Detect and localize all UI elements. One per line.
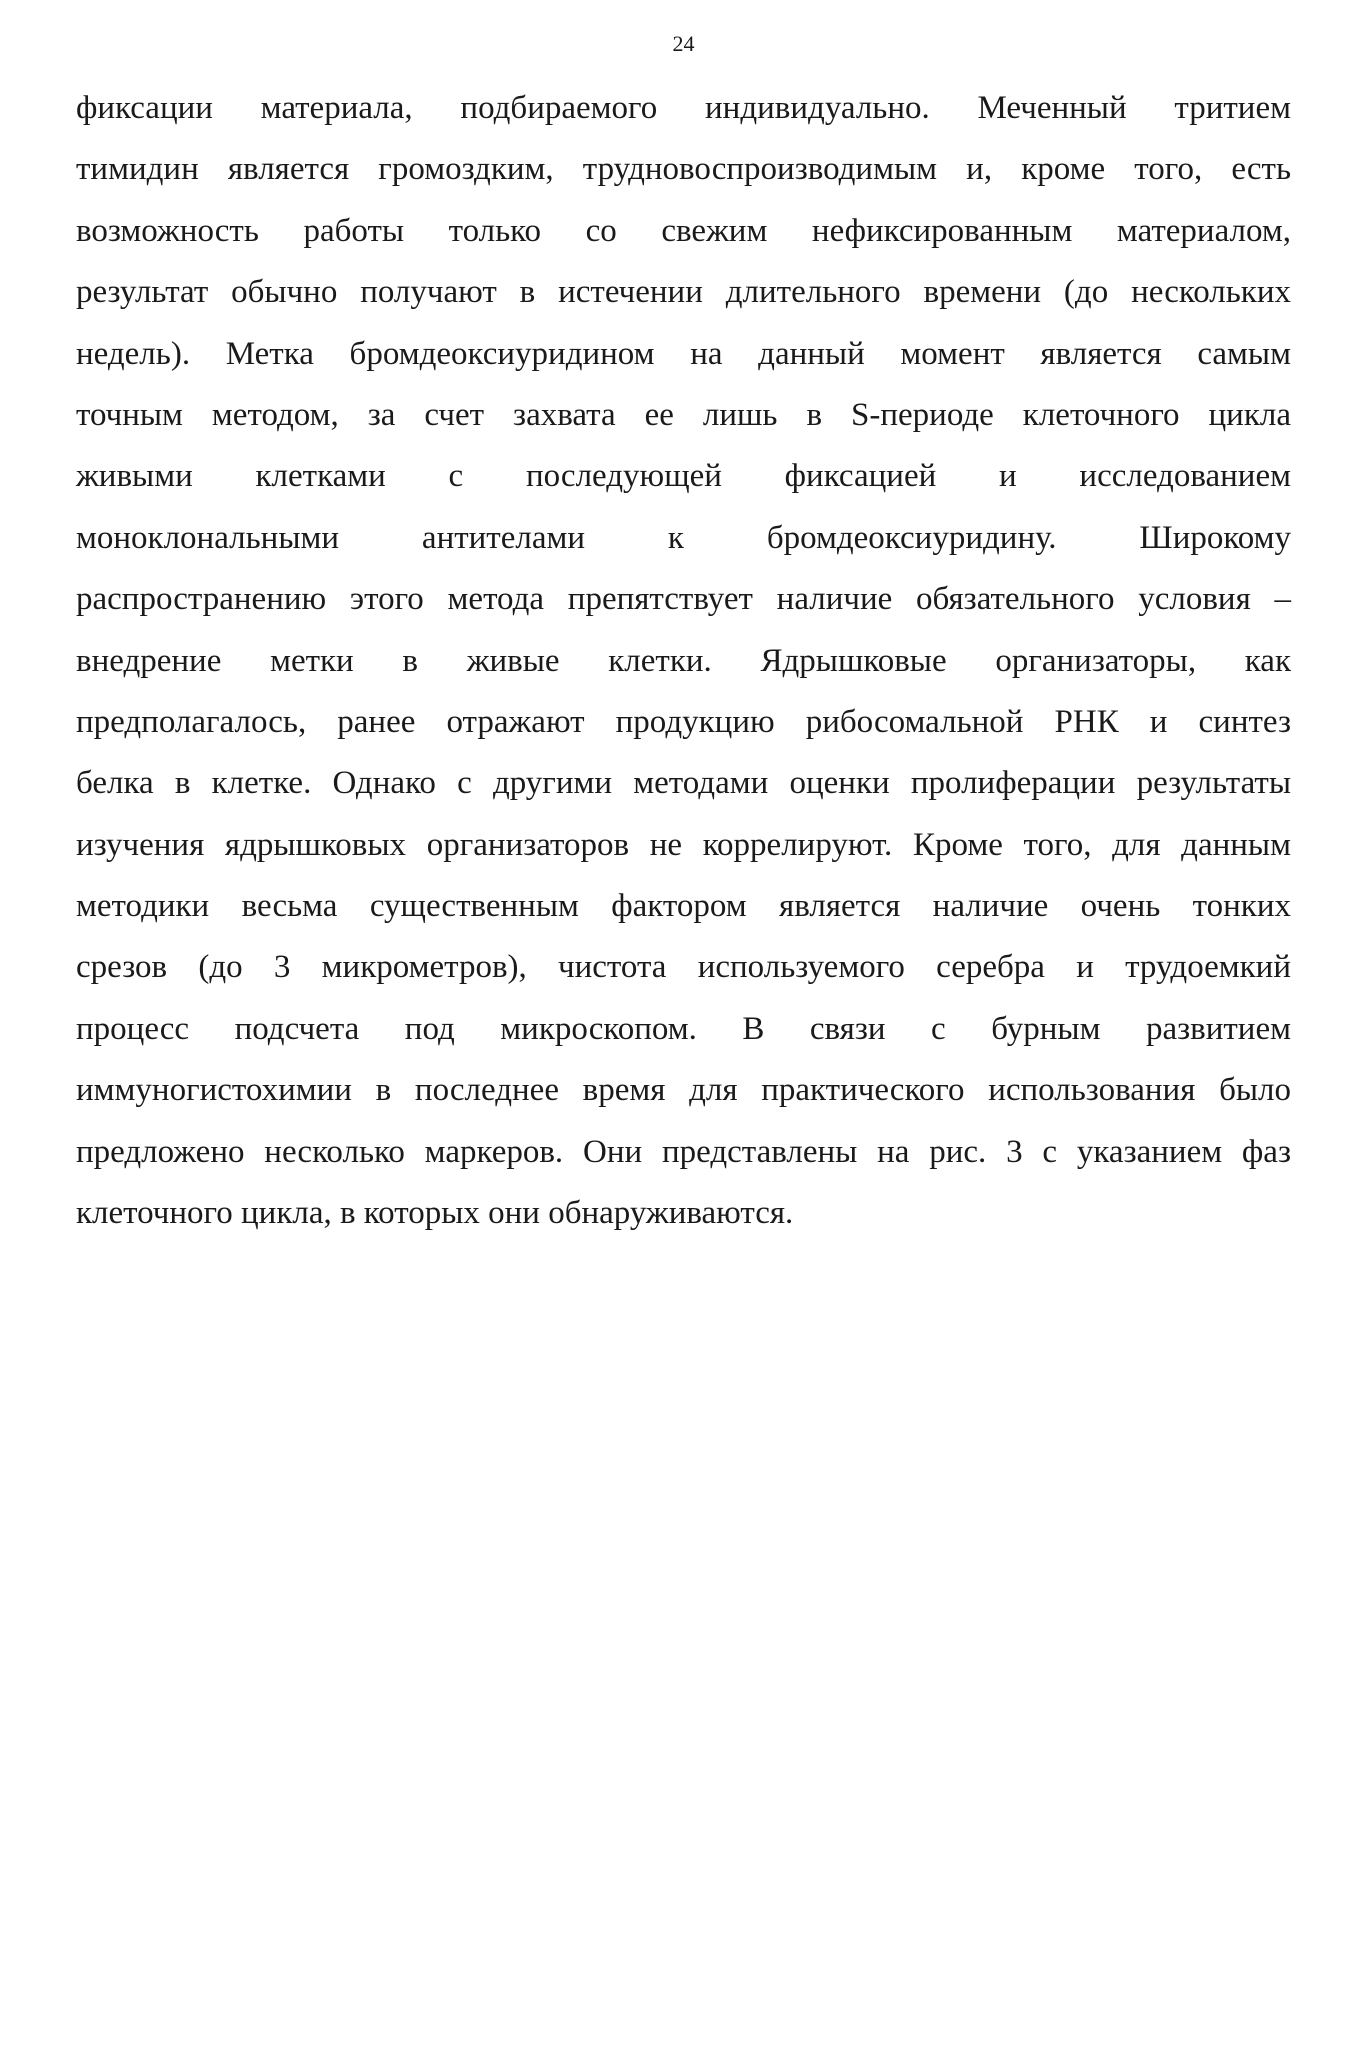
text-line: предложено несколько маркеров. Они представлены на рис. 3 с указанием фаз xyxy=(76,1133,1291,1170)
text-line: моноклональными антителами к бромдеоксиуридину. Широкому xyxy=(76,519,1291,556)
text-line: иммуногистохимии в последнее время для практического использования было xyxy=(76,1072,1291,1109)
text-line: недель). Метка бромдеоксиуридином на данный момент является самым xyxy=(76,335,1291,372)
text-line: тимидин является громоздким, трудновоспроизводимым и, кроме того, есть xyxy=(76,151,1291,188)
text-line: результат обычно получают в истечении длительного времени (до нескольких xyxy=(76,274,1291,311)
text-line: точным методом, за счет захвата ее лишь в S-периоде клеточного цикла xyxy=(76,396,1291,433)
text-line: внедрение метки в живые клетки. Ядрышковые организаторы, как xyxy=(76,642,1291,679)
text-line: срезов (до 3 микрометров), чистота используемого серебра и трудоемкий xyxy=(76,949,1291,986)
text-line: распространению этого метода препятствует наличие обязательного условия – xyxy=(76,581,1291,618)
text-line: возможность работы только со свежим нефиксированным материалом, xyxy=(76,212,1291,249)
text-line: изучения ядрышковых организаторов не коррелируют. Кроме того, для данным xyxy=(76,826,1291,863)
text-line: живыми клетками с последующей фиксацией и исследованием xyxy=(76,458,1291,495)
text-line: фиксации материала, подбираемого индивидуально. Меченный тритием xyxy=(76,90,1291,126)
text-line: клеточного цикла, в которых они обнаруживаются. xyxy=(76,1195,794,1232)
text-line: белка в клетке. Однако с другими методами оценки пролиферации результаты xyxy=(76,765,1291,802)
body-paragraph xyxy=(76,78,1291,1244)
text-line: методики весьма существенным фактором является наличие очень тонких xyxy=(76,888,1291,925)
page-number: 24 xyxy=(672,31,695,56)
text-line: процесс подсчета под микроскопом. В связи с бурным развитием xyxy=(76,1010,1291,1047)
text-line: предполагалось, ранее отражают продукцию рибосомальной РНК и синтез xyxy=(76,703,1291,740)
